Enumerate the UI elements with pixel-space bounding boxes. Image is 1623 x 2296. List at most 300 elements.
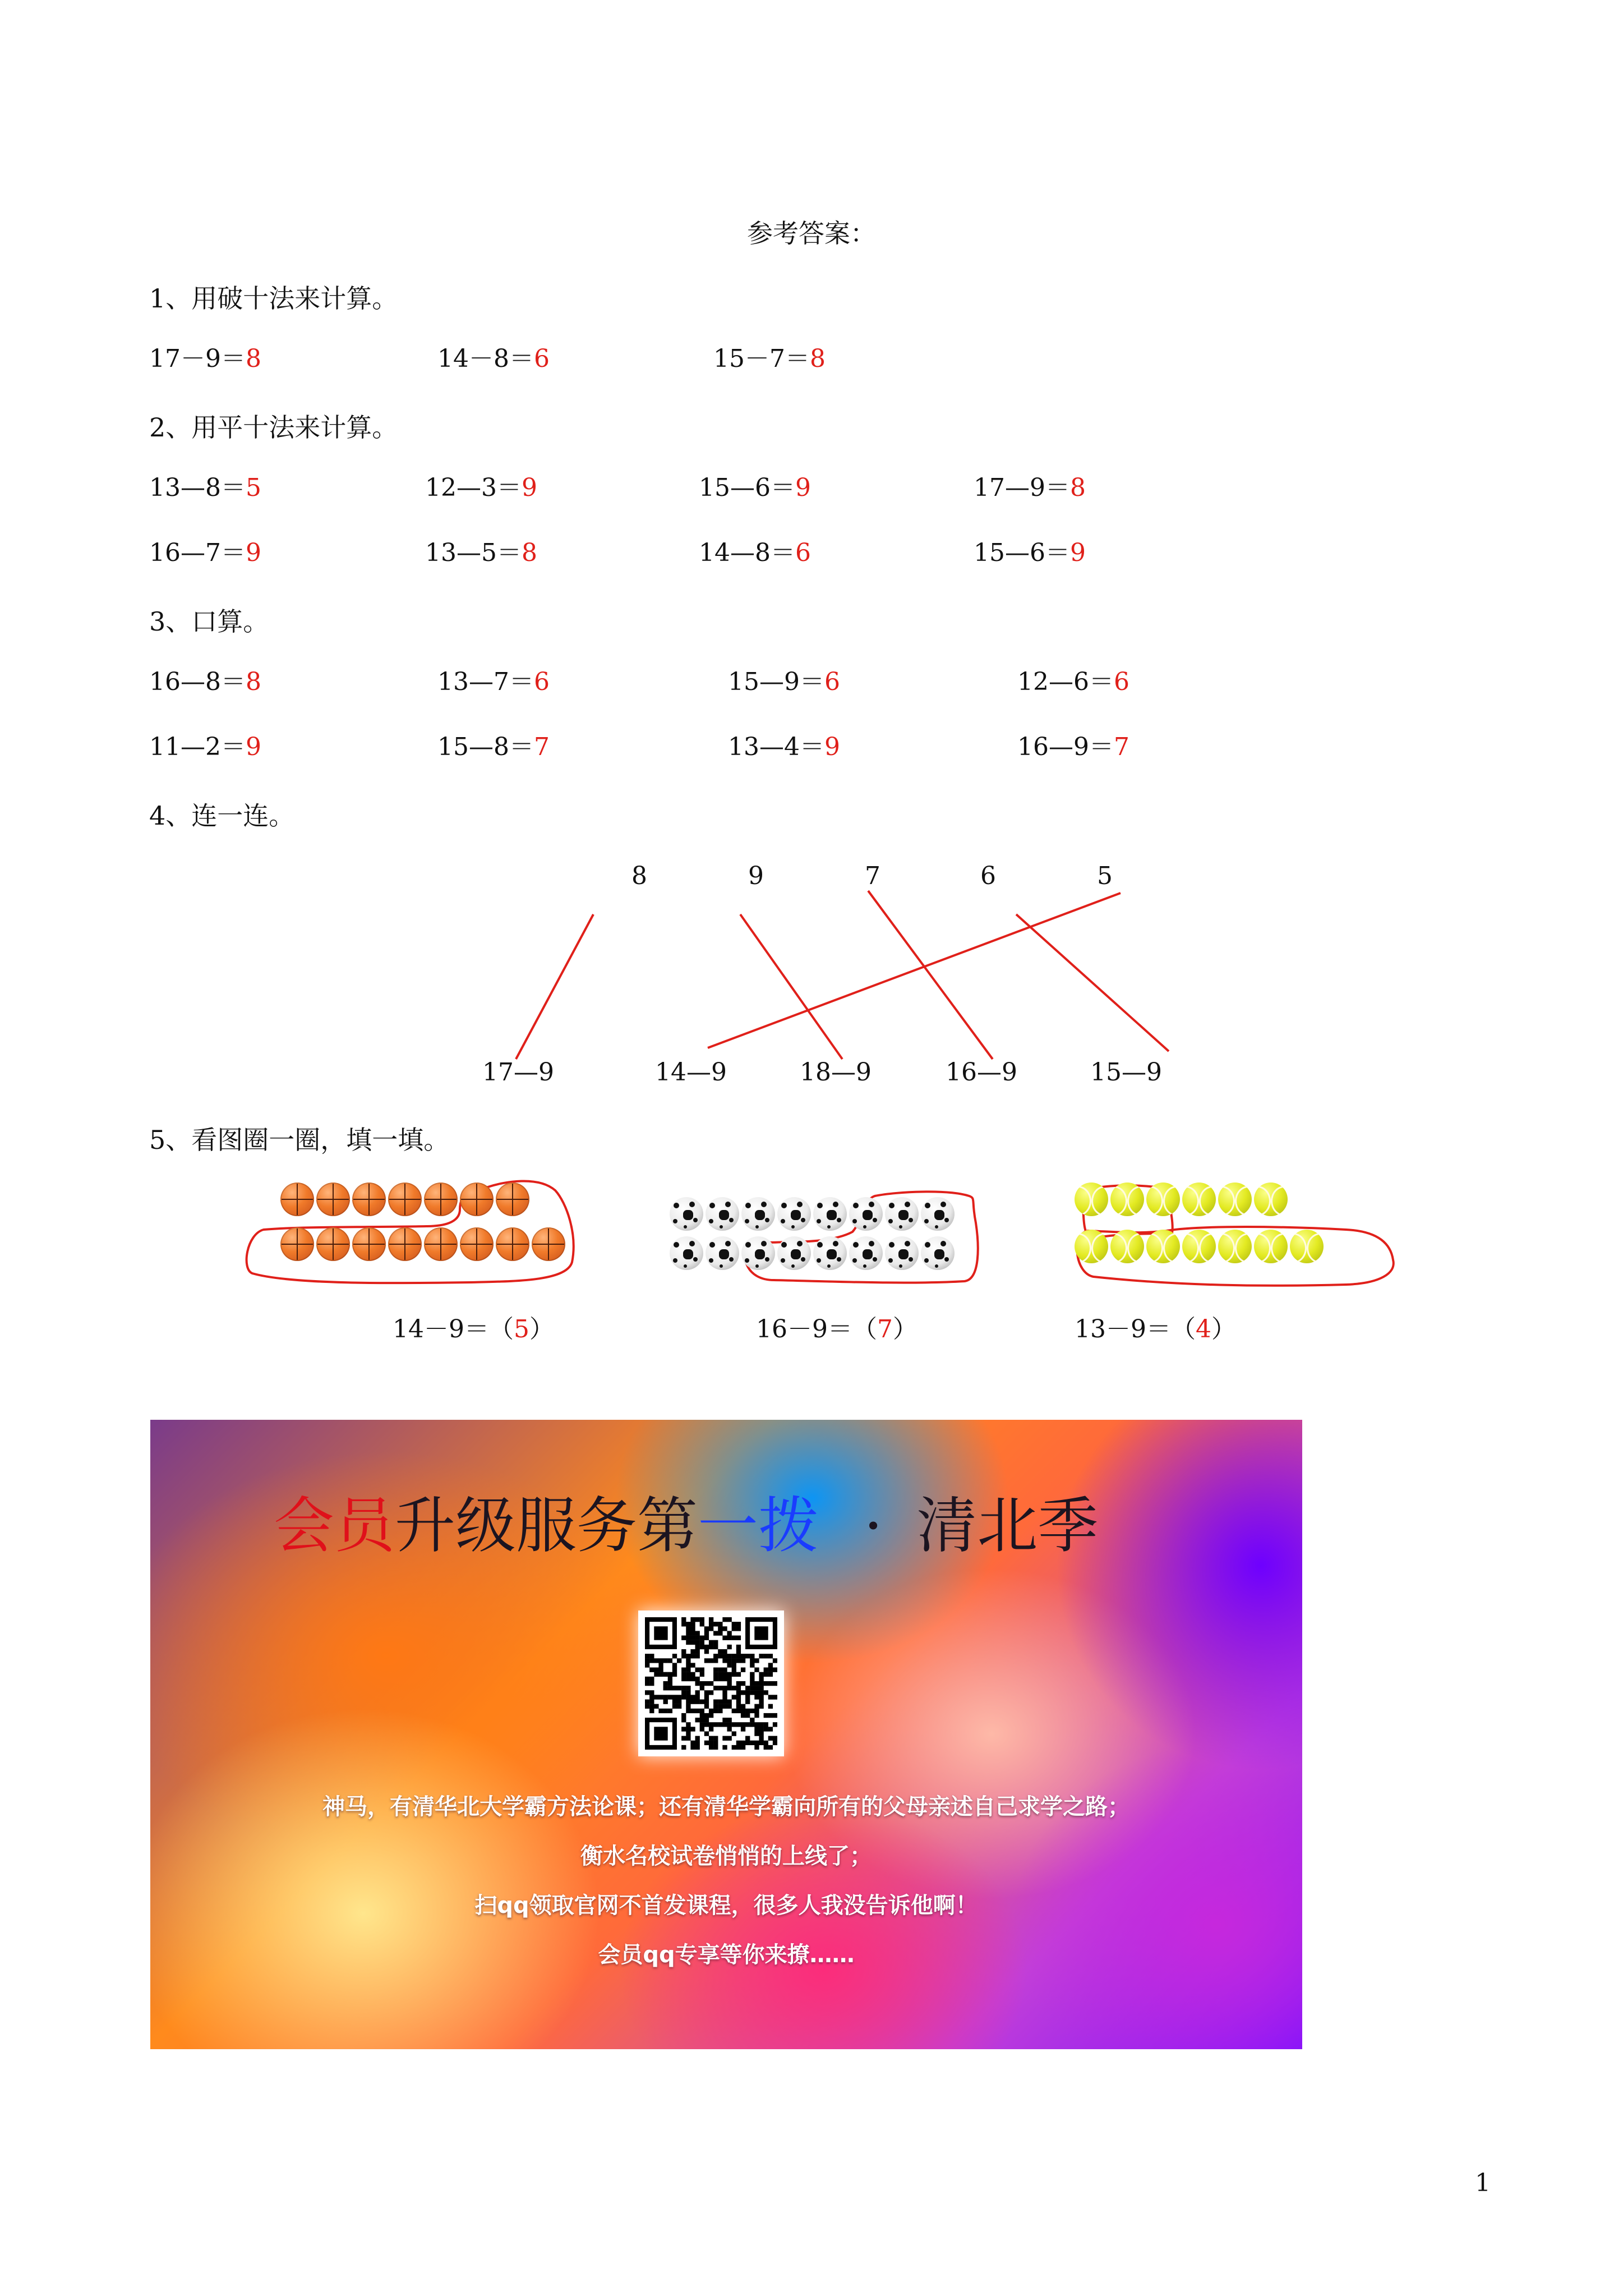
qr-module <box>718 1722 722 1727</box>
qr-module <box>658 1695 663 1699</box>
s3-item: 15—8＝7 <box>437 733 550 761</box>
qr-module <box>704 1713 709 1718</box>
qr-module <box>722 1718 727 1722</box>
qr-module <box>695 1636 700 1640</box>
tennis-icon <box>1110 1182 1144 1216</box>
qr-module <box>654 1704 658 1709</box>
qr-module <box>722 1672 727 1677</box>
qr-module <box>668 1681 672 1686</box>
qr-module <box>750 1672 754 1677</box>
qr-module <box>764 1745 768 1750</box>
qr-module <box>764 1727 768 1731</box>
s3-item: 13—4＝9 <box>728 733 840 761</box>
qr-module <box>690 1622 695 1626</box>
qr-module <box>704 1626 709 1631</box>
qr-module <box>713 1736 718 1741</box>
qr-module <box>686 1622 690 1626</box>
qr-module <box>727 1704 731 1709</box>
qr-module <box>736 1741 741 1745</box>
qr-module <box>768 1654 773 1658</box>
qr-module <box>695 1668 700 1672</box>
qr-module <box>695 1654 700 1658</box>
qr-module <box>709 1722 713 1727</box>
qr-module <box>695 1677 700 1681</box>
qr-module <box>672 1699 677 1704</box>
qr-module <box>663 1681 668 1686</box>
qr-module <box>654 1668 658 1672</box>
qr-module <box>704 1704 709 1709</box>
qr-module <box>658 1658 663 1663</box>
qr-module <box>649 1695 654 1699</box>
qr-module <box>713 1745 718 1750</box>
qr-module <box>686 1690 690 1695</box>
qr-module <box>727 1658 731 1663</box>
qr-module <box>736 1745 741 1750</box>
soccer-icon <box>777 1236 811 1270</box>
qr-module <box>718 1699 722 1704</box>
qr-module <box>713 1709 718 1713</box>
qr-module <box>768 1695 773 1699</box>
qr-module <box>764 1713 768 1718</box>
qr-module <box>686 1677 690 1681</box>
qr-module <box>759 1672 763 1677</box>
qr-module <box>759 1731 763 1736</box>
qr-module <box>759 1741 763 1745</box>
match-line <box>708 893 1121 1048</box>
section-1-heading: 1、用破十法来计算。 <box>149 283 398 314</box>
qr-module <box>663 1709 668 1713</box>
qr-module <box>695 1736 700 1741</box>
expression: 17－9＝ <box>149 344 246 373</box>
qr-module <box>750 1681 754 1686</box>
qr-module <box>764 1654 768 1658</box>
s2-item: 16—7＝9 <box>149 539 261 567</box>
qr-module <box>754 1668 759 1672</box>
qr-module <box>732 1731 736 1736</box>
qr-module <box>700 1722 704 1727</box>
qr-module <box>750 1709 754 1713</box>
qr-module <box>736 1636 741 1640</box>
qr-module <box>672 1668 677 1672</box>
qr-module <box>764 1741 768 1745</box>
qr-module <box>681 1745 686 1750</box>
qr-module <box>704 1741 709 1745</box>
qr-module <box>754 1722 759 1727</box>
qr-module <box>704 1631 709 1635</box>
qr-module <box>713 1699 718 1704</box>
qr-module <box>713 1741 718 1745</box>
match-line <box>1016 914 1169 1051</box>
match-bottom-5: 15—9 <box>1090 1058 1162 1087</box>
qr-module <box>750 1677 754 1681</box>
basketball-icon <box>316 1227 350 1261</box>
qr-module <box>773 1681 777 1686</box>
qr-module <box>681 1622 686 1626</box>
qr-module <box>764 1690 768 1695</box>
match-bottom-1: 17—9 <box>482 1058 554 1087</box>
qr-module <box>768 1672 773 1677</box>
soccer-icon <box>777 1197 811 1231</box>
qr-module <box>727 1681 731 1686</box>
qr-module <box>681 1713 686 1718</box>
qr-module <box>732 1654 736 1658</box>
qr-module <box>645 1663 649 1667</box>
qr-code-icon <box>645 1617 777 1750</box>
expression: 15－7＝ <box>713 344 810 373</box>
qr-module <box>732 1636 736 1640</box>
qr-module <box>686 1672 690 1677</box>
match-line <box>868 891 993 1059</box>
match-top-4: 6 <box>980 862 996 890</box>
qr-module <box>709 1617 713 1622</box>
tennis-icon <box>1146 1230 1180 1263</box>
qr-module <box>681 1677 686 1681</box>
qr-module <box>690 1626 695 1631</box>
qr-module <box>768 1704 773 1709</box>
qr-module <box>704 1722 709 1727</box>
match-top-1: 8 <box>631 862 647 890</box>
qr-module <box>759 1722 763 1727</box>
qr-module <box>686 1636 690 1640</box>
qr-module <box>695 1640 700 1645</box>
qr-module <box>718 1672 722 1677</box>
qr-module <box>736 1690 741 1695</box>
banner-line-1: 神马，有清华北大学霸方法论课；还有清华学霸向所有的父母亲述自己求学之路； <box>322 1794 1130 1820</box>
qr-module <box>759 1654 763 1658</box>
qr-module <box>722 1617 727 1622</box>
qr-module <box>768 1745 773 1750</box>
qr-module <box>732 1745 736 1750</box>
qr-module <box>727 1727 731 1731</box>
match-bottom-4: 16—9 <box>946 1058 1017 1087</box>
qr-module <box>686 1699 690 1704</box>
qr-module <box>700 1686 704 1690</box>
qr-module <box>727 1645 731 1649</box>
qr-module <box>764 1681 768 1686</box>
qr-module <box>704 1718 709 1722</box>
qr-module <box>645 1654 649 1658</box>
qr-module <box>764 1672 768 1677</box>
qr-module <box>713 1631 718 1635</box>
qr-module <box>681 1654 686 1658</box>
qr-module <box>668 1686 672 1690</box>
qr-module <box>668 1677 672 1681</box>
qr-module <box>690 1695 695 1699</box>
qr-module <box>741 1704 745 1709</box>
match-top-2: 9 <box>748 862 764 890</box>
qr-module <box>649 1668 654 1672</box>
qr-module <box>745 1695 750 1699</box>
qr-module <box>649 1677 654 1681</box>
qr-module <box>709 1681 713 1686</box>
promo-banner[interactable] <box>150 1420 1302 2049</box>
qr-module <box>741 1722 745 1727</box>
qr-module <box>713 1672 718 1677</box>
qr-module <box>709 1658 713 1663</box>
qr-module <box>690 1741 695 1745</box>
section-5-heading: 5、看图圈一圈，填一填。 <box>149 1125 450 1155</box>
qr-module <box>754 1681 759 1686</box>
qr-module <box>741 1745 745 1750</box>
qr-module <box>722 1722 727 1727</box>
qr-module <box>700 1718 704 1722</box>
qr-module <box>754 1731 759 1736</box>
qr-module <box>745 1690 750 1695</box>
qr-module <box>695 1709 700 1713</box>
qr-module <box>700 1709 704 1713</box>
basketball-icon <box>532 1227 565 1261</box>
qr-module <box>754 1704 759 1709</box>
qr-finder <box>654 1727 667 1740</box>
qr-module <box>745 1654 750 1658</box>
qr-module <box>658 1672 663 1677</box>
qr-module <box>713 1622 718 1626</box>
qr-module <box>681 1649 686 1654</box>
qr-module <box>745 1686 750 1690</box>
qr-module <box>700 1681 704 1686</box>
s3-item: 12—6＝6 <box>1017 668 1129 696</box>
qr-module <box>773 1668 777 1672</box>
qr-module <box>709 1622 713 1626</box>
qr-module <box>713 1668 718 1672</box>
basketball-icon <box>496 1227 529 1261</box>
qr-module <box>663 1658 668 1663</box>
qr-module <box>681 1636 686 1640</box>
qr-module <box>754 1727 759 1731</box>
qr-module <box>759 1727 763 1731</box>
page-number: 1 <box>1475 2169 1491 2197</box>
banner-line-2: 衡水名校试卷悄悄的上线了； <box>580 1843 872 1869</box>
soccer-icon <box>885 1236 919 1270</box>
qr-module <box>695 1695 700 1699</box>
qr-module <box>718 1631 722 1635</box>
s1-item-3 <box>713 343 826 375</box>
qr-module <box>750 1741 754 1745</box>
qr-module <box>759 1686 763 1690</box>
qr-module <box>745 1713 750 1718</box>
qr-module <box>690 1745 695 1750</box>
qr-module <box>745 1699 750 1704</box>
basketball-icon <box>496 1182 529 1216</box>
qr-module <box>722 1690 727 1695</box>
qr-module <box>732 1658 736 1663</box>
qr-module <box>745 1709 750 1713</box>
qr-module <box>709 1741 713 1745</box>
s1-item-1 <box>149 343 261 375</box>
basketball-icon <box>280 1182 314 1216</box>
match-top-5: 5 <box>1097 862 1113 890</box>
qr-module <box>690 1699 695 1704</box>
qr-module <box>695 1631 700 1635</box>
qr-module <box>686 1631 690 1635</box>
qr-module <box>704 1636 709 1640</box>
qr-module <box>700 1672 704 1677</box>
qr-module <box>718 1622 722 1626</box>
qr-module <box>736 1709 741 1713</box>
qr-module <box>677 1699 681 1704</box>
qr-module <box>727 1718 731 1722</box>
qr-module <box>649 1690 654 1695</box>
qr-code[interactable] <box>638 1611 784 1756</box>
qr-module <box>677 1704 681 1709</box>
qr-module <box>700 1668 704 1672</box>
qr-module <box>722 1649 727 1654</box>
banner-title: 会员升级服务第一拨 · 清北季 <box>274 1491 1099 1561</box>
qr-module <box>732 1672 736 1677</box>
qr-module <box>704 1649 709 1654</box>
qr-module <box>677 1686 681 1690</box>
qr-module <box>713 1640 718 1645</box>
tennis-icon <box>1254 1182 1288 1216</box>
qr-module <box>658 1668 663 1672</box>
s2-item: 12—3＝9 <box>425 473 537 502</box>
basketball-icon <box>388 1182 422 1216</box>
qr-module <box>681 1718 686 1722</box>
qr-module <box>709 1736 713 1741</box>
qr-module <box>686 1663 690 1667</box>
qr-module <box>672 1654 677 1658</box>
qr-module <box>645 1699 649 1704</box>
qr-module <box>736 1704 741 1709</box>
basketball-icon <box>352 1227 386 1261</box>
qr-module <box>686 1668 690 1672</box>
qr-module <box>759 1695 763 1699</box>
qr-module <box>677 1658 681 1663</box>
soccer-icon <box>849 1197 883 1231</box>
qr-module <box>709 1745 713 1750</box>
qr-module <box>658 1709 663 1713</box>
qr-module <box>645 1704 649 1709</box>
qr-module <box>649 1681 654 1686</box>
qr-module <box>645 1690 649 1695</box>
qr-module <box>663 1695 668 1699</box>
qr-module <box>732 1709 736 1713</box>
s3-item: 16—9＝7 <box>1017 733 1129 761</box>
qr-module <box>722 1704 727 1709</box>
soccer-icon <box>670 1236 703 1270</box>
answer: 8 <box>245 344 261 373</box>
qr-module <box>732 1626 736 1631</box>
soccer-icon <box>921 1197 955 1231</box>
tennis-icon <box>1110 1230 1144 1263</box>
qr-module <box>681 1695 686 1699</box>
qr-module <box>686 1626 690 1631</box>
basketball-icon <box>460 1182 494 1216</box>
s5-answer-3: 13－9＝（4） <box>1075 1315 1236 1343</box>
qr-module <box>736 1722 741 1727</box>
qr-module <box>668 1695 672 1699</box>
qr-module <box>695 1681 700 1686</box>
tennis-icon <box>1218 1230 1252 1263</box>
qr-module <box>750 1722 754 1727</box>
qr-module <box>695 1649 700 1654</box>
s2-item: 13—5＝8 <box>425 539 537 567</box>
qr-module <box>704 1699 709 1704</box>
s2-item: 14—8＝6 <box>699 539 811 567</box>
qr-module <box>672 1686 677 1690</box>
soccer-icon <box>706 1197 739 1231</box>
qr-module <box>672 1704 677 1709</box>
soccer-icon <box>706 1236 739 1270</box>
qr-module <box>695 1741 700 1745</box>
qr-module <box>672 1663 677 1667</box>
qr-module <box>690 1654 695 1658</box>
soccer-icon <box>885 1197 919 1231</box>
qr-module <box>750 1663 754 1667</box>
qr-finder <box>654 1626 667 1640</box>
qr-module <box>736 1626 741 1631</box>
qr-module <box>681 1668 686 1672</box>
match-line <box>516 914 593 1059</box>
qr-module <box>722 1695 727 1699</box>
qr-module <box>736 1622 741 1626</box>
qr-module <box>695 1699 700 1704</box>
qr-module <box>704 1690 709 1695</box>
qr-module <box>686 1704 690 1709</box>
qr-module <box>672 1695 677 1699</box>
qr-module <box>672 1672 677 1677</box>
qr-module <box>686 1727 690 1731</box>
qr-module <box>759 1704 763 1709</box>
qr-module <box>768 1727 773 1731</box>
qr-module <box>663 1686 668 1690</box>
soccer-icon <box>670 1197 703 1231</box>
qr-module <box>668 1672 672 1677</box>
qr-module <box>713 1722 718 1727</box>
qr-module <box>709 1626 713 1631</box>
qr-module <box>764 1722 768 1727</box>
qr-module <box>773 1658 777 1663</box>
banner-line-3: 扫qq领取官网不首发课程，很多人我没告诉他啊！ <box>474 1893 978 1918</box>
qr-module <box>690 1709 695 1713</box>
qr-module <box>736 1658 741 1663</box>
qr-module <box>690 1663 695 1667</box>
qr-module <box>686 1654 690 1658</box>
qr-module <box>690 1727 695 1731</box>
section-3-heading: 3、口算。 <box>149 606 269 637</box>
qr-module <box>768 1663 773 1667</box>
qr-module <box>754 1686 759 1690</box>
answer: 6 <box>533 344 550 373</box>
qr-module <box>741 1709 745 1713</box>
qr-module <box>668 1709 672 1713</box>
qr-module <box>695 1645 700 1649</box>
basketball-icon <box>352 1182 386 1216</box>
qr-module <box>727 1686 731 1690</box>
qr-module <box>686 1658 690 1663</box>
qr-module <box>727 1677 731 1681</box>
qr-module <box>700 1727 704 1731</box>
qr-module <box>727 1663 731 1667</box>
qr-module <box>722 1658 727 1663</box>
qr-module <box>700 1617 704 1622</box>
qr-module <box>690 1672 695 1677</box>
qr-module <box>732 1695 736 1699</box>
qr-module <box>695 1745 700 1750</box>
match-line <box>740 914 842 1059</box>
qr-module <box>690 1631 695 1635</box>
qr-module <box>649 1658 654 1663</box>
qr-module <box>754 1695 759 1699</box>
qr-module <box>700 1636 704 1640</box>
qr-module <box>690 1617 695 1622</box>
qr-module <box>681 1617 686 1622</box>
qr-module <box>741 1690 745 1695</box>
basketball-icon <box>280 1227 314 1261</box>
qr-module <box>754 1745 759 1750</box>
qr-module <box>722 1626 727 1631</box>
qr-module <box>750 1654 754 1658</box>
